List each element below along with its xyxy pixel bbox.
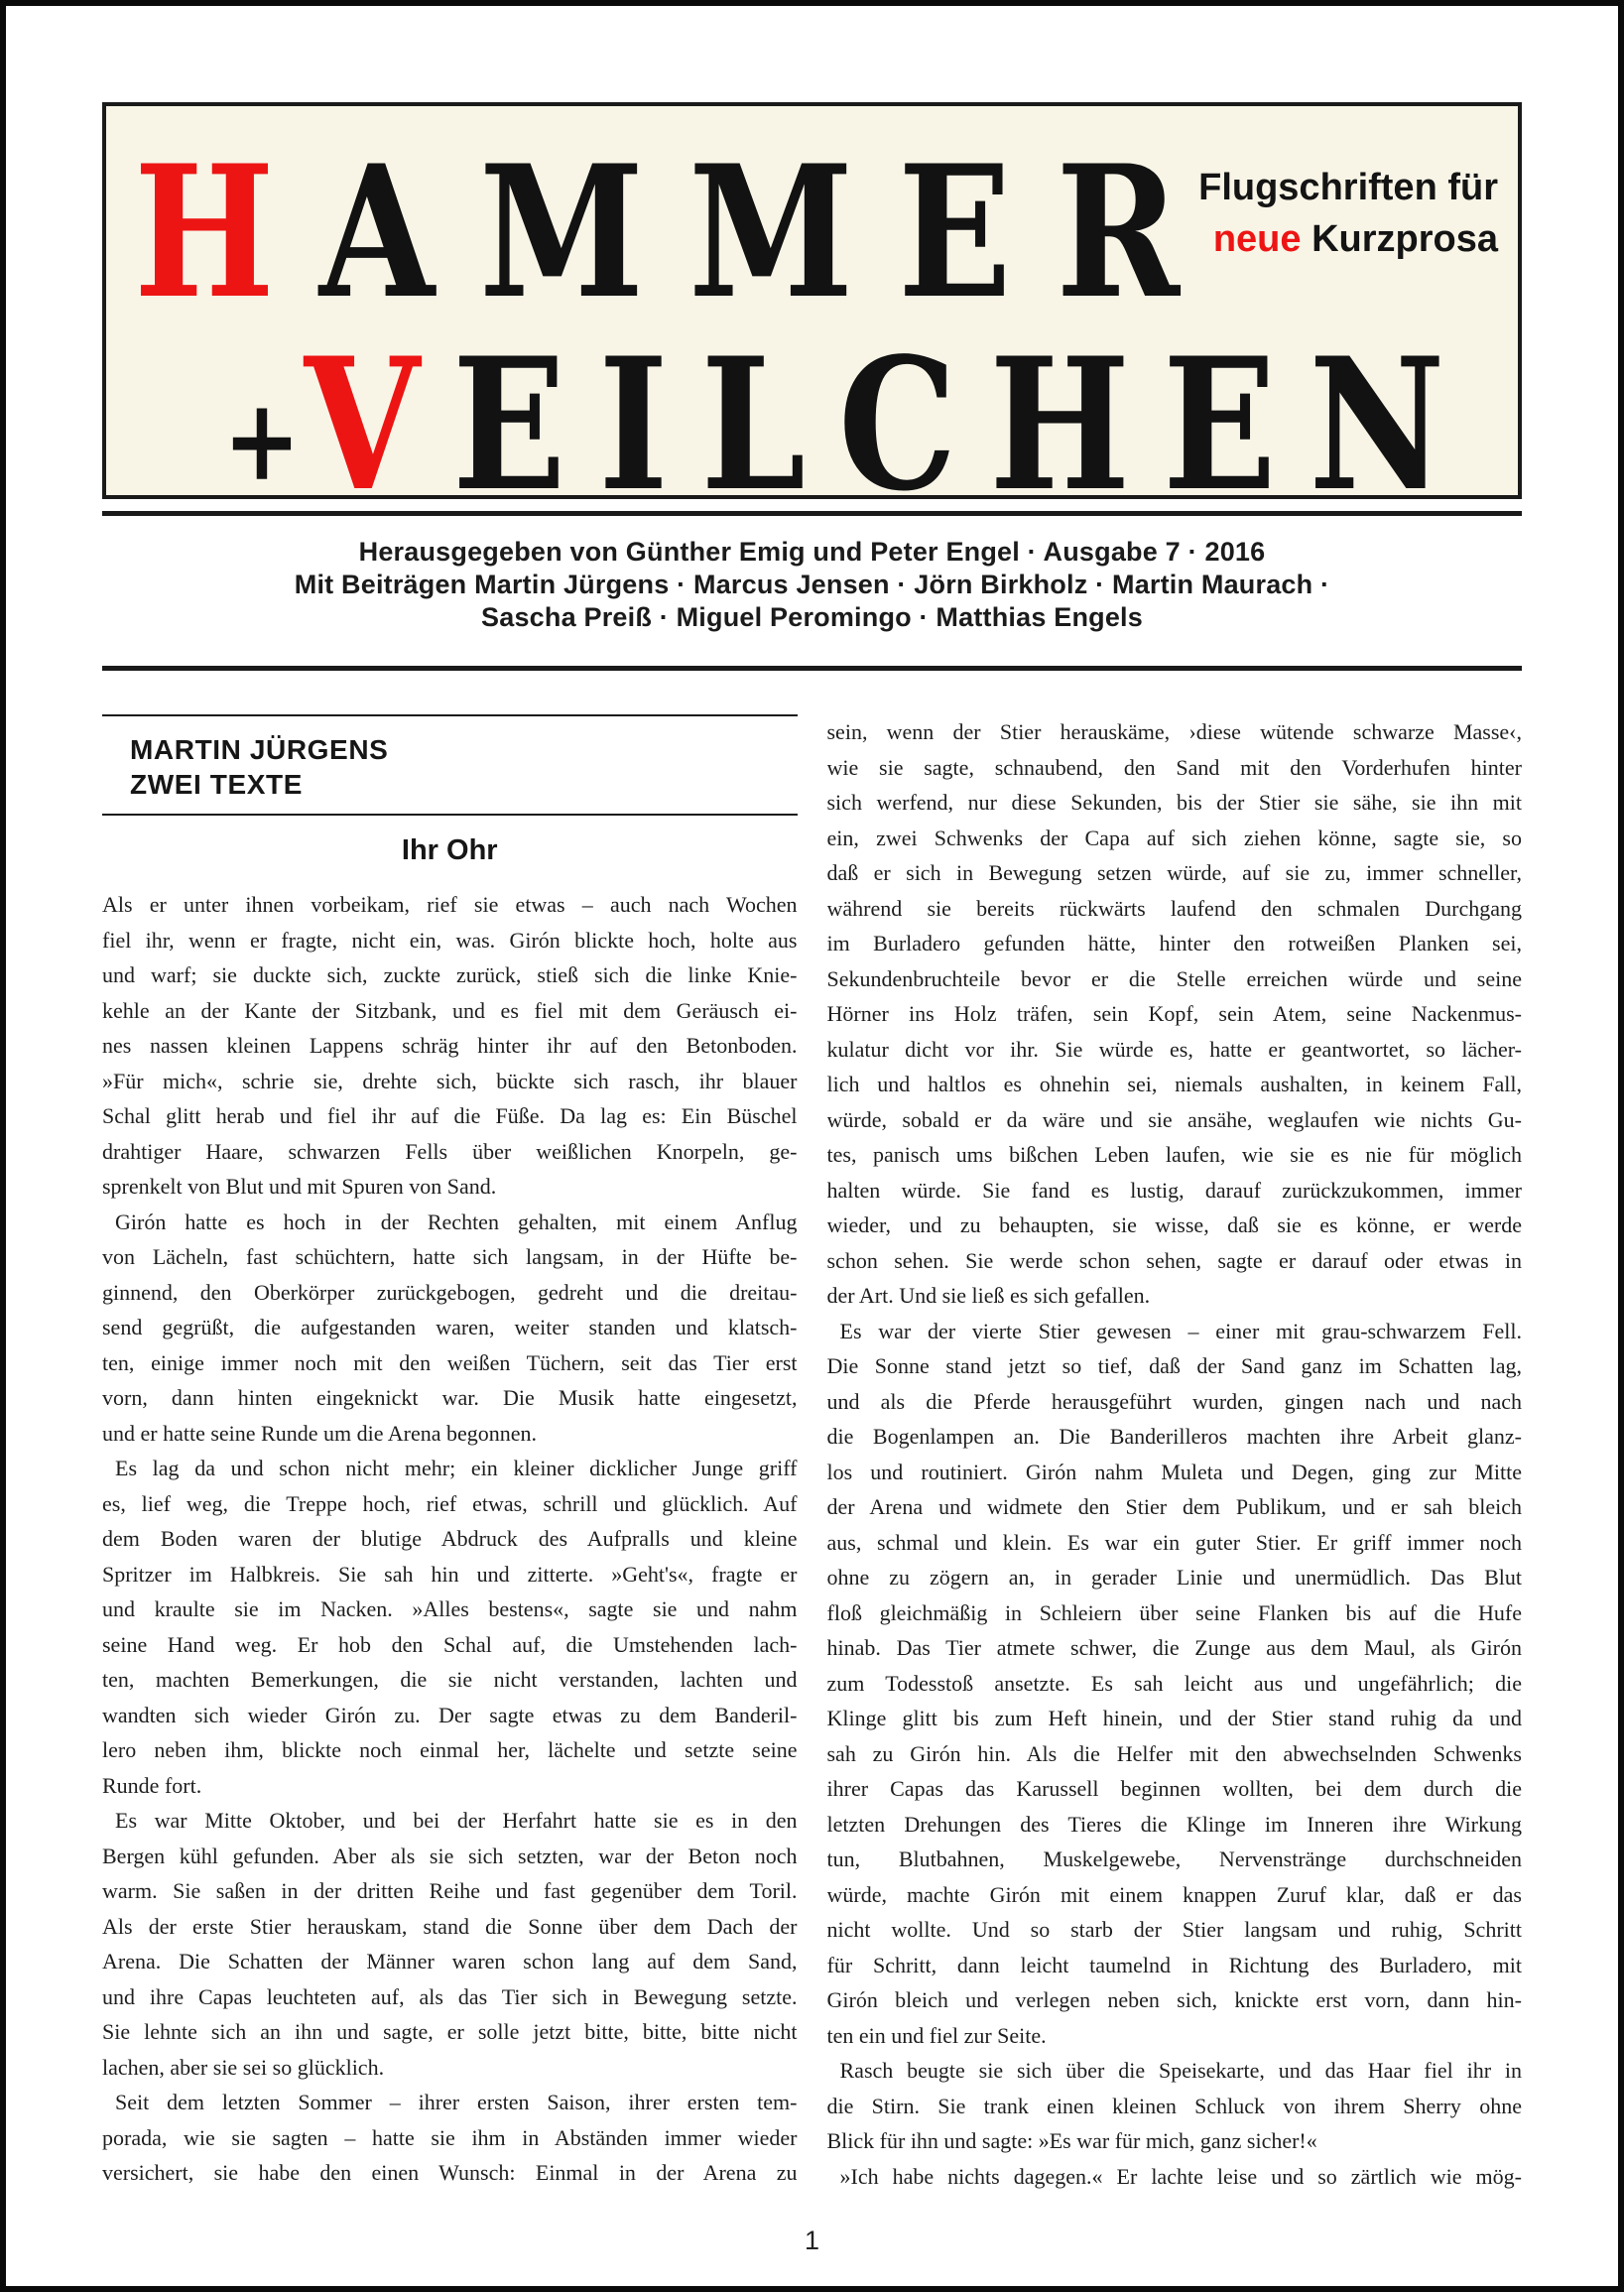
text-line: würde, machte Girón mit einem knappen Zuruf klar, daß er das (826, 1881, 1522, 1907)
text-line: lich und haltlos es ohnehin sei, niemals aushalten, in keinem Fall, (826, 1072, 1522, 1096)
masthead (102, 102, 1522, 499)
text-line: Als der erste Stier herauskam, stand die Sonne über dem Dach der (102, 1913, 798, 1939)
text-line: wandten sich wieder Girón zu. Der sagte etwas zu dem Banderil- (102, 1702, 798, 1727)
text-line: nes nassen kleinen Lappens schräg hinter ihr auf den Betonboden. (102, 1033, 798, 1058)
masthead-letter-h-red: H (134, 126, 319, 339)
text-line: Seit dem letzten Sommer – ihrer ersten Saison, ihrer ersten tem- (115, 2090, 798, 2114)
text-line: es, lief weg, die Treppe hoch, rief etwas, schrill und glücklich. Auf (102, 1490, 798, 1516)
text-line: kehle an der Kante der Sitzbank, und es fiel mit dem Geräusch ei- (102, 997, 798, 1023)
text-line: Es war Mitte Oktober, und bei der Herfahrt hatte sie es in den (115, 1808, 798, 1833)
text-line: ginnend, den Oberkörper zurückgebogen, gedreht und die dreitau- (102, 1279, 798, 1305)
text-line: ten, machten Bemerkungen, die sie nicht verstanden, lachten und (102, 1667, 798, 1692)
text-line: versichert, sie habe den einen Wunsch: Einmal in der Arena zu (102, 2160, 798, 2185)
text-line: los und routiniert. Girón nahm Muleta und Degen, ging zur Mitte (826, 1459, 1522, 1484)
imprint (102, 516, 1522, 666)
text-line: »Ich habe nichts dagegen.« Er lachte leise und so zärtlich wie mög- (839, 2163, 1522, 2189)
masthead-letter-v-red: V (304, 318, 453, 499)
author-name: MARTIN JÜRGENS (130, 734, 389, 765)
right-column (827, 714, 1523, 2194)
author-block-top-rule (102, 714, 798, 716)
text-line: sah zu Girón hin. Als die Helfer mit den abwechselnden Schwenks (826, 1740, 1522, 1766)
text-line: die Stirn. Sie trank einen kleinen Schluck von ihrem Sherry ohne (826, 2093, 1522, 2118)
tagline-line1: Flugschriften für (1198, 167, 1498, 208)
text-line: Es war der vierte Stier gewesen – einer mit grau-schwarzem Fell. (839, 1318, 1522, 1343)
tagline-line2 (1198, 213, 1498, 265)
text-line: für Schritt, dann leicht taumelnd in Richtung des Burladero, mit (826, 1952, 1522, 1977)
left-column-text (102, 887, 798, 2191)
text-line: Arena. Die Schatten der Männer waren schon lang auf dem Sand, (102, 1949, 798, 1974)
text-line: und er hatte seine Runde um die Arena begonnen. (102, 1420, 538, 1446)
text-line: wie sie sagte, schnaubend, den Sand mit den Vorderhufen hinter (826, 754, 1522, 780)
masthead-plus-sign: + (223, 373, 305, 499)
text-line: vorn, dann hinten eingeknickt war. Die Musik hatte eingesetzt, (102, 1385, 798, 1410)
imprint-line3: Sascha Preiß · Miguel Peromingo · Matthias Engels (481, 602, 1143, 632)
text-line: und ihre Capas leuchteten auf, als das Tier sich in Bewegung setzte. (102, 1983, 798, 2009)
tagline-word-neue-red: neue (1212, 218, 1302, 260)
author-block-bottom-rule (102, 814, 798, 816)
text-line: während sie bereits rückwärts laufend den schmalen Durchgang (826, 895, 1522, 921)
text-line: würde, sobald er da wäre und sie ansähe, weglaufen wie nichts Gu- (826, 1106, 1522, 1132)
text-line: floß gleichmäßig in Schleiern über seine Flanken bis auf die Hufe (826, 1599, 1522, 1625)
text-line: ten, einige immer noch mit den weißen Tüchern, seit das Tier erst (102, 1349, 798, 1375)
text-line: tun, Blutbahnen, Muskelgewebe, Nervenstränge durchschneiden (826, 1846, 1522, 1871)
imprint-bottom-rule (102, 666, 1522, 671)
text-line: Bergen kühl gefunden. Aber als sie sich setzten, war der Beton noch (102, 1843, 798, 1868)
text-line: hinab. Das Tier atmete schwer, die Zunge aus dem Maul, als Girón (826, 1635, 1522, 1660)
text-line: aus, schmal und klein. Es war ein guter Stier. Er griff immer noch (826, 1529, 1522, 1555)
text-line: kulatur dicht vor ihr. Sie würde es, hatte er geantwortet, so lächer- (826, 1036, 1522, 1062)
masthead-tagline (1198, 162, 1498, 265)
text-line: dem Boden waren der blutige Abdruck des Aufpralls und kleine (102, 1526, 798, 1551)
text-line: Girón hatte es hoch in der Rechten gehalten, mit einem Anflug (115, 1209, 798, 1234)
text-line: drahtiger Haare, schwarzen Fells über weißlichen Knorpeln, ge- (102, 1138, 798, 1164)
page-number: 1 (804, 2226, 820, 2255)
text-line: die Bogenlampen an. Die Banderilleros machten ihre Arbeit glanz- (826, 1424, 1522, 1449)
text-line: »Für mich«, schrie sie, drehte sich, bückte sich rasch, ihr blauer (102, 1068, 798, 1093)
text-line: daß er sich in Bewegung setzen würde, auf sie zu, immer schneller, (826, 860, 1522, 885)
text-line: schon sehen. Sie werde schon sehen, sagte er darauf oder etwas in (826, 1247, 1522, 1273)
masthead-title-line1-rest: AMMER (318, 126, 1225, 339)
text-line: seine Hand weg. Er hob den Schal auf, die Umstehenden lach- (102, 1631, 798, 1657)
author-block (102, 732, 798, 802)
text-line: und kraulte sie im Nacken. »Alles bestens«, sagte sie und nahm (102, 1596, 798, 1621)
text-line: Rasch beugte sie sich über die Speisekarte, und das Haar fiel ihr in (839, 2058, 1522, 2083)
text-line: tes, panisch ums bißchen Leben laufen, wie sie es nie für möglich (826, 1142, 1522, 1167)
left-column (102, 714, 798, 2194)
tagline-line2-rest: Kurzprosa (1301, 218, 1498, 260)
text-line: Sie lehnte sich an ihn und sagte, er solle jetzt bitte, bitte, bitte nicht (102, 2019, 798, 2044)
series-title: ZWEI TEXTE (130, 769, 303, 800)
text-line: lachen, aber sie sei so glücklich. (102, 2054, 385, 2080)
text-line: sein, wenn der Stier herauskäme, ›diese wütende schwarze Masse‹, (826, 719, 1522, 744)
text-line: Klinge glitt bis zum Heft hinein, und der Stier stand ruhig da und (826, 1706, 1522, 1730)
text-line: Als er unter ihnen vorbeikam, rief sie etwas – auch nach Wochen (102, 892, 798, 917)
text-line: sprenkelt von Blut und mit Spuren von Sand. (102, 1174, 497, 1199)
text-line: sich werfend, nur diese Sekunden, bis der Stier sie sähe, sie ihn mit (826, 790, 1522, 815)
text-line: im Burladero gefunden hätte, hinter den rotweißen Planken sei, (826, 931, 1522, 955)
text-line: Spritzer im Halbkreis. Sie sah hin und zitterte. »Geht's«, fragte er (102, 1561, 798, 1587)
text-line: ein, zwei Schwenks der Capa auf sich ziehen könne, sagte sie, so (826, 825, 1522, 850)
text-line: nicht wollte. Und so starb der Stier langsam und ruhig, Schritt (826, 1917, 1522, 1942)
imprint-line1: Herausgegeben von Günther Emig und Peter Engel · Ausgabe 7 · 2016 (358, 537, 1266, 567)
text-line: ten ein und fiel zur Seite. (826, 2022, 1047, 2048)
text-line: Girón bleich und verlegen neben sich, knickte erst vorn, dann hin- (826, 1987, 1522, 2012)
text-line: zum Todesstoß ansetzte. Es sah leicht aus und ungefährlich; die (826, 1670, 1522, 1696)
text-line: von Lächeln, fast schüchtern, hatte sich langsam, in der Hüfte be- (102, 1244, 798, 1269)
text-line: der Arena und widmete den Stier dem Publikum, und er sah bleich (826, 1494, 1522, 1519)
text-line: Hörner ins Holz träfen, sein Kopf, sein Atem, seine Nackenmus- (826, 1001, 1522, 1026)
text-line: warm. Sie saßen in der dritten Reihe und fast gegenüber dem Toril. (102, 1878, 798, 1903)
masthead-title-line1 (134, 126, 1225, 339)
text-line: der Art. Und sie ließ es sich gefallen. (826, 1283, 1151, 1308)
text-line: porada, wie sie sagten – hatte sie ihm in Abständen immer wieder (102, 2124, 798, 2150)
text-line: letzten Drehungen des Tieres die Klinge im Inneren ihre Wirkung (826, 1811, 1522, 1837)
text-line: ohne zu zögern an, in gerader Linie und unermüdlich. Das Blut (826, 1565, 1522, 1590)
text-line: send gegrüßt, die aufgestanden waren, weiter standen und klatsch- (102, 1315, 798, 1339)
text-line: fiel ihr, wenn er fragte, nicht ein, was. Girón blickte hoch, holte aus (102, 927, 798, 953)
text-line: Sekundenbruchteile bevor er die Stelle erreichen würde und seine (826, 965, 1522, 991)
right-column-text (827, 714, 1523, 2194)
story-title: Ihr Ohr (401, 834, 498, 866)
text-line: Schal glitt herab und fiel ihr auf die Füße. Da lag es: Ein Büschel (102, 1103, 798, 1128)
text-line: Runde fort. (102, 1772, 202, 1798)
text-line: Die Sonne stand jetzt so tief, daß der Sand ganz im Schatten lag, (826, 1353, 1522, 1378)
text-line: wieder, und zu behaupten, sie wisse, daß sie es könne, er werde (826, 1212, 1522, 1237)
article-body (102, 714, 1522, 2194)
text-line: ihrer Capas das Karussell beginnen wollten, bei dem durch die (826, 1776, 1522, 1801)
text-line: Blick für ihn und sagte: »Es war für mich, ganz sicher!« (826, 2128, 1317, 2153)
text-line: halten würde. Sie fand es lustig, darauf zurückzukommen, immer (826, 1177, 1522, 1203)
text-line: und als die Pferde herausgeführt wurden, gingen nach und nach (826, 1388, 1522, 1414)
masthead-title-line2-rest: EILCHEN (452, 318, 1478, 499)
masthead-title-line2 (223, 318, 1478, 499)
text-line: und warf; sie duckte sich, zuckte zurück, stieß sich die linke Knie- (102, 962, 798, 987)
text-line: lero neben ihm, blickte noch einmal her, lächelte und setzte seine (102, 1737, 798, 1762)
text-line: Es lag da und schon nicht mehr; ein kleiner dicklicher Junge griff (115, 1456, 798, 1480)
imprint-line2: Mit Beiträgen Martin Jürgens · Marcus Jensen · Jörn Birkholz · Martin Maurach · (294, 570, 1330, 599)
